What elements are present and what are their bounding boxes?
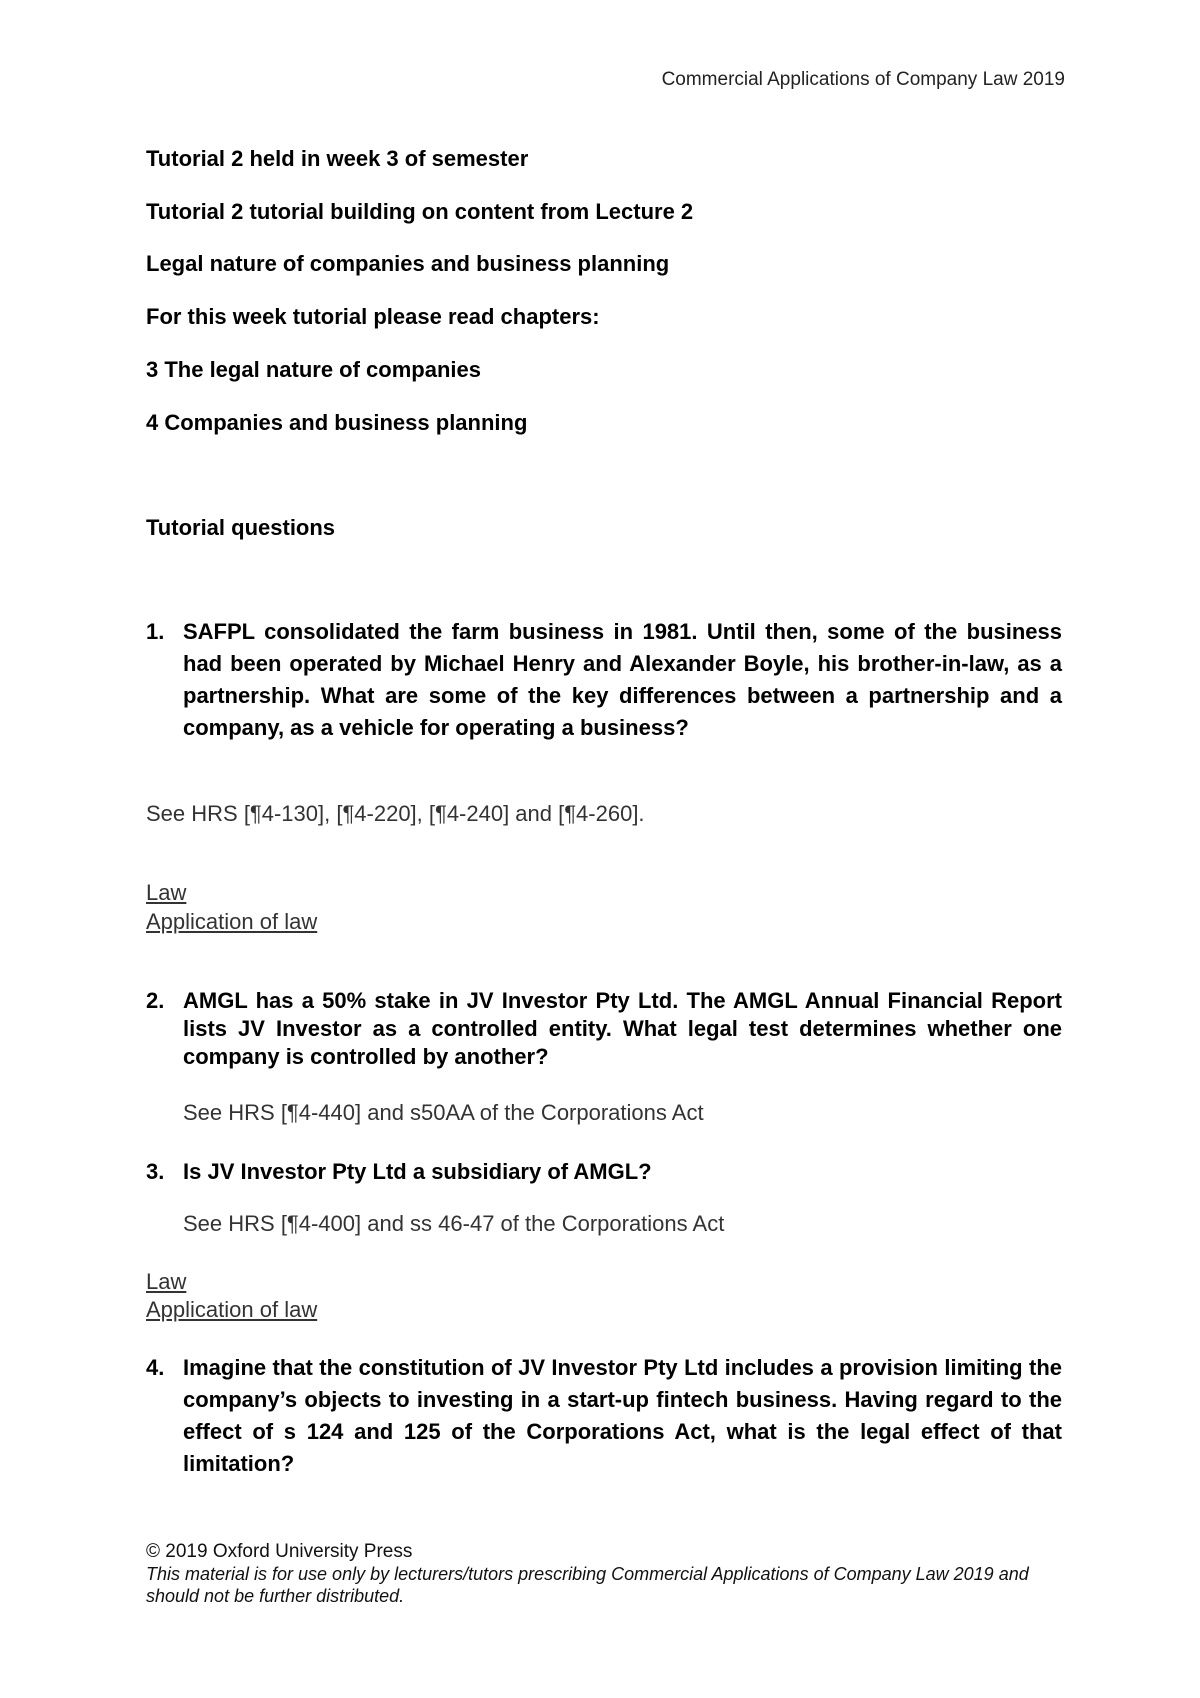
distribution-notice: This material is for use only by lecturers/tutors prescribing Commercial Applications of Company Law 2019 and should not be further distributed.	[146, 1564, 1029, 1606]
intro-line-topic: Legal nature of companies and business planning	[146, 251, 670, 276]
question-3-reference: See HRS [¶4-400] and ss 46-47 of the Corporations Act	[183, 1211, 725, 1236]
question-number: 4.	[146, 1355, 165, 1380]
intro-line-chapter-3: 3 The legal nature of companies	[146, 357, 481, 382]
question-2	[146, 987, 1062, 1071]
question-number: 2.	[146, 988, 165, 1013]
question-4	[146, 1352, 1062, 1480]
question-text: Is JV Investor Pty Ltd a subsidiary of AMGL?	[183, 1159, 652, 1184]
question-1	[146, 616, 1062, 744]
question-2-reference: See HRS [¶4-440] and s50AA of the Corporations Act	[183, 1100, 704, 1125]
question-number: 1.	[146, 619, 165, 644]
section-title: Tutorial questions	[146, 515, 336, 540]
page-header: Commercial Applications of Company Law 2019	[661, 69, 1065, 90]
question-text: AMGL has a 50% stake in JV Investor Pty Ltd. The AMGL Annual Financial Report lists JV Investor as a controlled entity. What legal test determines whether one company is controlled by another?	[183, 988, 1062, 1069]
question-text: Imagine that the constitution of JV Investor Pty Ltd includes a provision limiting the company’s objects to investing in a start-up fintech business. Having regard to the effect of s 124 and 125 of the Corporations Act, what is the legal effect of that limitation?	[183, 1355, 1062, 1476]
intro-line-chapter-4: 4 Companies and business planning	[146, 410, 528, 435]
question-1-reference: See HRS [¶4-130], [¶4-220], [¶4-240] and [¶4-260].	[146, 801, 645, 826]
question-3	[146, 1156, 1062, 1188]
law-link[interactable]: Law	[146, 1269, 187, 1294]
intro-line-reading: For this week tutorial please read chapters:	[146, 304, 600, 329]
intro-line-tutorial-week: Tutorial 2 held in week 3 of semester	[146, 146, 529, 171]
page-footer	[146, 1541, 1066, 1607]
application-of-law-link[interactable]: Application of law	[146, 1297, 318, 1322]
question-number: 3.	[146, 1159, 165, 1184]
application-of-law-link[interactable]: Application of law	[146, 909, 318, 934]
question-text: SAFPL consolidated the farm business in 1981. Until then, some of the business had been operated by Michael Henry and Alexander Boyle, his brother-in-law, as a partnership. What are some of the key differences between a partnership and a company, as a vehicle for operating a business?	[183, 619, 1062, 740]
law-link[interactable]: Law	[146, 880, 187, 905]
copyright-notice: © 2019 Oxford University Press	[146, 1541, 413, 1562]
intro-line-lecture: Tutorial 2 tutorial building on content from Lecture 2	[146, 199, 694, 224]
